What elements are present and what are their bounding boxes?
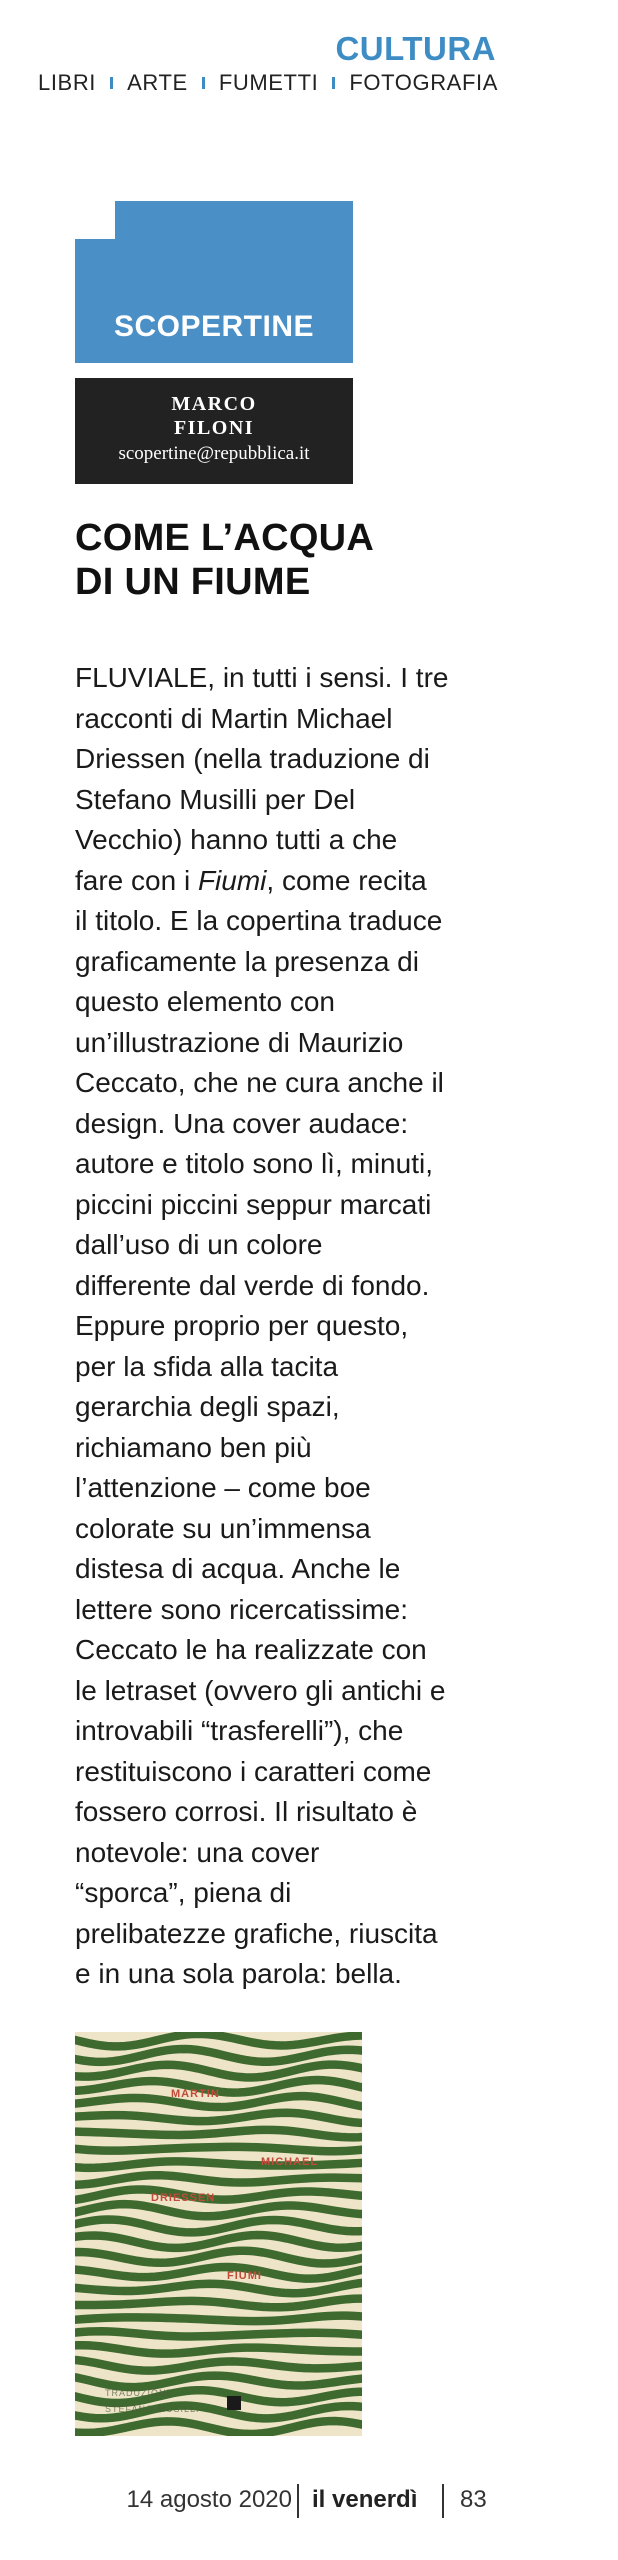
wave-stripe <box>75 2251 362 2264</box>
cover-author-last: DRIESSEN <box>151 2192 216 2204</box>
body-line: Driessen (nella traduzione di <box>75 743 430 774</box>
body-line <box>75 861 515 902</box>
author-name-first: MARCO <box>171 393 257 415</box>
author-name-last: FILONI <box>173 417 255 439</box>
publisher-logo-icon <box>227 2396 241 2410</box>
author-email[interactable]: scopertine@repubblica.it <box>118 443 310 464</box>
wave-stripe <box>75 2282 362 2293</box>
page-footer <box>0 2486 618 2526</box>
cover-author-middle: MICHAEL <box>261 2156 319 2168</box>
article-headline <box>75 516 515 604</box>
cover-author-first: MARTIN <box>171 2088 220 2100</box>
body-line: distesa di acqua. Anche le <box>75 1553 401 1584</box>
nav-separator <box>332 77 335 89</box>
section-nav <box>38 70 498 96</box>
body-line: differente dal verde di fondo. <box>75 1269 430 1301</box>
wave-stripe <box>75 2421 362 2434</box>
body-line: Ceccato le ha realizzate con <box>75 1634 427 1665</box>
body-line: FLUVIALE, in tutti i sensi. I tre <box>75 662 449 693</box>
body-line: Stefano Musilli per Del <box>75 783 356 815</box>
body-line: Ceccato, che ne cura anche il <box>75 1067 444 1098</box>
wave-stripe <box>75 2049 362 2062</box>
author-box <box>75 378 353 484</box>
nav-separator <box>110 77 113 89</box>
book-cover-image <box>75 2032 362 2436</box>
body-line: il titolo. E la copertina traduce <box>75 905 443 936</box>
body-line-part: , come recita <box>266 864 427 896</box>
body-line: per la sfida alla tacita <box>75 1350 339 1382</box>
footer-divider <box>442 2484 444 2518</box>
wave-stripe <box>75 2130 362 2138</box>
body-line: questo elemento con <box>75 986 335 1017</box>
wave-stripe <box>75 2235 362 2248</box>
body-line: le letraset (ovvero gli antichi e <box>75 1674 446 1706</box>
wave-stripe <box>75 2360 362 2371</box>
wave-stripe <box>75 2220 362 2233</box>
body-line: Vecchio) hanno tutti a che <box>75 824 398 855</box>
wave-stripe <box>75 2316 362 2321</box>
headline-line: DI UN FIUME <box>75 561 311 603</box>
body-line: gerarchia degli spazi, <box>75 1391 340 1422</box>
headline-line: COME L’ACQUA <box>75 517 375 559</box>
body-line: Eppure proprio per questo, <box>75 1310 409 1341</box>
book-title-italic: Fiumi <box>197 864 267 896</box>
wave-stripe <box>75 2345 362 2353</box>
footer-page-number: 83 <box>460 2486 487 2513</box>
body-line: racconti di Martin Michael <box>75 702 393 734</box>
rubric-label: SCOPERTINE <box>113 310 315 343</box>
body-line: fossero corrosi. Il risultato è <box>75 1796 418 1827</box>
wave-stripe <box>75 2065 362 2078</box>
wave-stripe <box>75 2189 362 2200</box>
body-line: e in una sola parola: bella. <box>75 1958 402 1989</box>
nav-item-libri[interactable]: LIBRI <box>38 70 97 95</box>
cover-translator-name: STEFANO MUSILLI <box>105 2404 200 2414</box>
body-line: graficamente la presenza di <box>75 945 419 977</box>
nav-item-fotografia[interactable]: FOTOGRAFIA <box>349 70 498 95</box>
nav-item-fumetti[interactable]: FUMETTI <box>218 70 319 95</box>
wave-stripe <box>75 2147 362 2151</box>
body-line: prelibatezze grafiche, riuscita <box>75 1917 438 1949</box>
body-line: piccini piccini seppur marcati <box>75 1188 432 1220</box>
wave-stripe <box>75 2376 362 2388</box>
footer-publication: il venerdì <box>312 2486 418 2513</box>
body-line: richiamano ben più <box>75 1431 312 1463</box>
wave-stripe <box>75 2034 362 2047</box>
body-line: dall’uso di un colore <box>75 1229 323 1260</box>
body-line: restituiscono i caratteri come <box>75 1755 432 1787</box>
footer-date: 14 agosto 2020 <box>126 2486 292 2513</box>
wave-stripe <box>75 2175 362 2184</box>
section-title: CULTURA <box>335 30 496 67</box>
cover-title: FIUMI <box>227 2270 262 2282</box>
body-line: “sporca”, piena di <box>75 1877 292 1908</box>
body-line: colorate su un’immensa <box>75 1512 371 1544</box>
body-line: autore e titolo sono lì, minuti, <box>75 1148 433 1179</box>
wave-stripe <box>75 2331 362 2336</box>
wave-stripe <box>75 2113 362 2123</box>
body-line: un’illustrazione di Maurizio <box>75 1026 404 1058</box>
cover-translator-label: TRADUZIONE <box>105 2388 174 2398</box>
body-line-part: fare con i <box>75 864 198 896</box>
article-body <box>75 658 515 1995</box>
wave-stripe <box>75 2299 362 2308</box>
nav-item-arte[interactable]: ARTE <box>127 70 188 95</box>
footer-divider <box>297 2484 299 2518</box>
body-line: l’attenzione – come boe <box>75 1472 371 1503</box>
body-line: lettere sono ricercatissime: <box>75 1593 409 1625</box>
body-line: notevole: una cover <box>75 1836 320 1868</box>
body-line: introvabili “trasferelli”), che <box>75 1715 404 1746</box>
wave-stripe <box>75 2267 362 2279</box>
nav-separator <box>202 77 205 89</box>
wave-stripe <box>75 2204 362 2216</box>
body-line: design. Una cover audace: <box>75 1107 409 1139</box>
wave-stripe <box>75 2161 362 2167</box>
